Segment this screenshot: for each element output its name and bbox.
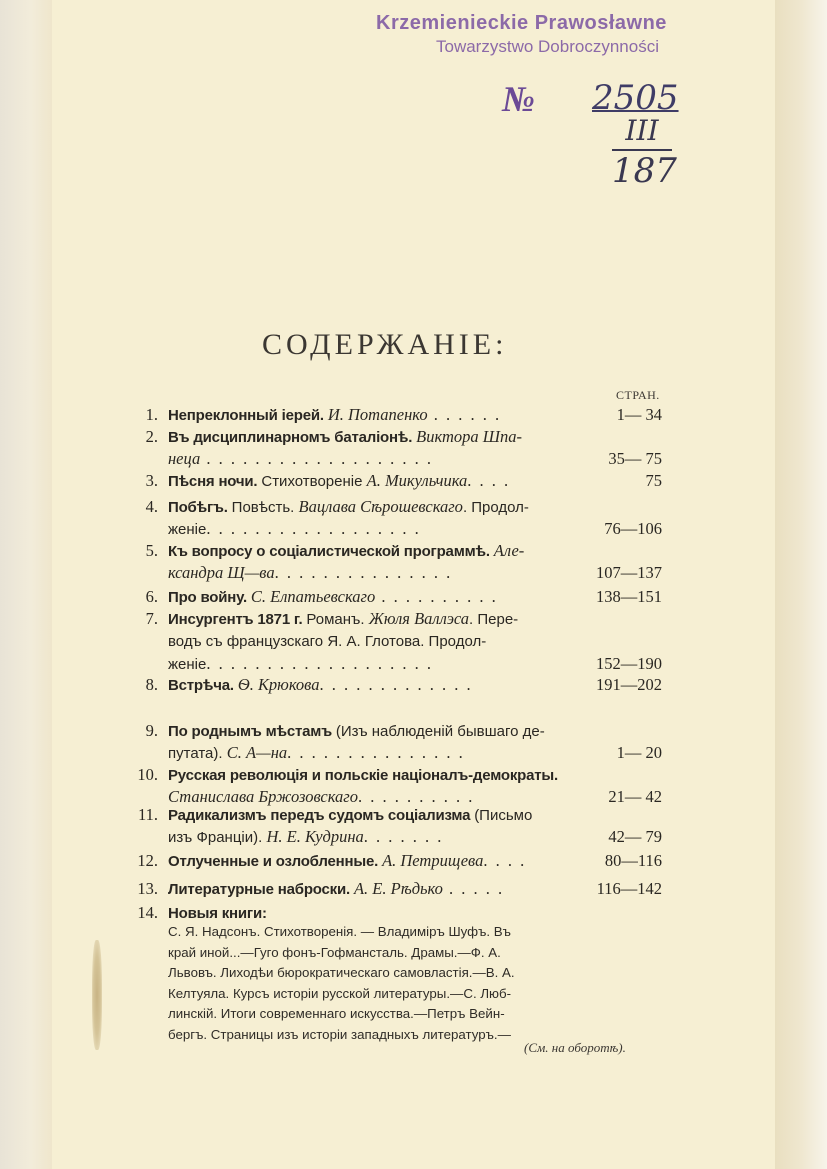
toc-title-text: По роднымъ мѣстамъ bbox=[168, 723, 336, 740]
new-books-line: С. Я. Надсонъ. Стихотворенiя. — Владимiръ Шуфъ. Въ bbox=[168, 924, 511, 939]
toc-leader-dots: . . . . . . bbox=[427, 405, 502, 424]
page-title: СОДЕРЖАНIЕ: bbox=[262, 328, 508, 361]
toc-entry-line bbox=[168, 540, 578, 563]
toc-entry-number: 8. bbox=[145, 675, 158, 694]
toc-page-range: 138—151 bbox=[596, 587, 662, 606]
library-stamp bbox=[376, 12, 756, 119]
toc-entry-number: 12. bbox=[137, 851, 158, 870]
toc-title-text: (Письмо bbox=[474, 807, 533, 824]
toc-leader-dots: . . . . . . . bbox=[363, 827, 444, 847]
toc-author: Вацлава Сѣрошевскаго bbox=[298, 497, 463, 516]
toc-leader-dots: . . . . . . . . . . bbox=[375, 587, 498, 606]
toc-author: А. Петрищева bbox=[382, 851, 484, 870]
toc-title-text: путата). bbox=[168, 745, 227, 763]
toc-title-text: . Продол- bbox=[462, 499, 529, 516]
toc-page-range: 75 bbox=[645, 471, 662, 490]
stamp-society-name-2: Towarzystwo Dobroczynności bbox=[436, 37, 659, 56]
toc-title-text: Радикализмъ передъ судомъ соцiализма bbox=[168, 807, 475, 824]
toc-author: неца bbox=[168, 449, 201, 469]
toc-entry-line bbox=[168, 653, 578, 676]
toc-author: Але- bbox=[493, 541, 525, 560]
toc-entry-number: 11. bbox=[137, 805, 158, 824]
toc-title-text: . Пере- bbox=[469, 611, 519, 628]
toc-leader-dots: . . . . . . . . . . . . . bbox=[319, 675, 473, 694]
toc-title-text: Въ дисциплинарномъ баталiонѣ. bbox=[168, 429, 417, 446]
toc-title-text: Побѣгъ. bbox=[168, 499, 232, 516]
toc-title-text: Отлученные и озлобленные. bbox=[168, 853, 383, 870]
toc-entry-line bbox=[168, 764, 578, 787]
toc-page-range: 1— 34 bbox=[616, 405, 662, 424]
toc-entry-number: 1. bbox=[145, 405, 158, 424]
new-books-line: Келтуяла. Курсъ исторiи русской литературы.—С. Люб- bbox=[168, 985, 512, 1001]
toc-entry-line bbox=[168, 826, 578, 849]
toc-entry-number: 14. bbox=[137, 903, 158, 922]
toc-entry-number: 3. bbox=[145, 471, 158, 490]
toc-entry-number: 9. bbox=[145, 721, 158, 740]
toc-page-range: 80—116 bbox=[604, 851, 662, 870]
toc-title-text: Литературные наброски. bbox=[168, 881, 354, 898]
toc-title-text: женiе bbox=[168, 521, 207, 539]
toc-entry-line bbox=[168, 518, 578, 541]
toc-title-text: Романъ. bbox=[306, 611, 369, 628]
toc-page-range: 191—202 bbox=[596, 675, 662, 694]
toc-page-range: 152—190 bbox=[596, 653, 662, 673]
toc-author: ксандра Щ—ва bbox=[168, 563, 275, 583]
handwritten-shelf-mark bbox=[612, 114, 677, 191]
toc-entry-line bbox=[168, 804, 578, 827]
toc-page-range: 35— 75 bbox=[608, 449, 662, 469]
toc-author: Виктора Шпа- bbox=[416, 427, 522, 446]
paper-stain bbox=[92, 940, 102, 1050]
toc-author: Станислава Бржозовскаго bbox=[168, 787, 358, 807]
shelf-mark-top: III bbox=[612, 114, 672, 151]
toc-title-text: женiе bbox=[168, 655, 207, 673]
stamp-number-sign: № bbox=[502, 79, 535, 119]
toc-entry-number: 5. bbox=[145, 541, 158, 560]
toc-entry-number: 2. bbox=[145, 427, 158, 446]
new-books-line: линскiй. Итоги современнаго искусства.—Петръ Вейн- bbox=[168, 1006, 505, 1021]
toc-author: А. Микульчика bbox=[366, 471, 468, 490]
scan-left-margin bbox=[0, 0, 52, 1169]
toc-entry-number: 10. bbox=[137, 765, 158, 784]
toc-title-text: Про войну. bbox=[168, 589, 251, 606]
toc-author: С. А—на bbox=[226, 743, 288, 763]
toc-author: Н. Е. Кудрина bbox=[266, 827, 364, 847]
toc-author: С. Елпатьевскаго bbox=[250, 587, 376, 606]
toc-page-range: 1— 20 bbox=[616, 743, 662, 763]
toc-title-text: Повѣсть. bbox=[231, 499, 299, 516]
shelf-mark-bottom: 187 bbox=[612, 151, 677, 191]
toc-author: А. Е. Рѣдько bbox=[353, 879, 443, 898]
toc-leader-dots: . . . . bbox=[483, 851, 527, 870]
toc-title-text: Къ вопросу о соцiалистической программѣ. bbox=[168, 543, 494, 560]
toc-leader-dots: . . . . bbox=[467, 471, 511, 490]
toc-title-text: водъ съ французскаго Я. А. Глотова. Продол- bbox=[168, 633, 487, 651]
toc-page-range: 21— 42 bbox=[608, 787, 662, 807]
toc-leader-dots: . . . . . . . . . . . . . . . . . . bbox=[206, 519, 421, 539]
toc-author: Жюля Валлэса bbox=[368, 609, 470, 628]
toc-title-text: Встрѣча. bbox=[168, 677, 238, 694]
stamp-society-name: Krzemienieckie Prawosławne bbox=[376, 12, 667, 34]
toc-title-text: Непреклонный iерей. bbox=[168, 407, 328, 424]
toc-entry-line bbox=[168, 742, 578, 765]
toc-leader-dots: . . . . . . . . . . . . . . . . . . . bbox=[200, 449, 433, 469]
toc-title-text: (Изъ наблюденiй бывшаго де- bbox=[335, 723, 545, 740]
toc-author: И. Потапенко bbox=[327, 405, 428, 424]
toc-entry-line bbox=[168, 448, 578, 470]
toc-leader-dots: . . . . . . . . . . . . . . . bbox=[274, 563, 453, 583]
toc-entry-number: 7. bbox=[145, 609, 158, 628]
toc-entry-line bbox=[168, 470, 578, 493]
toc-entry-number: 4. bbox=[145, 497, 158, 516]
toc-page-range: 116—142 bbox=[596, 879, 662, 898]
toc-entry-line bbox=[168, 720, 578, 743]
toc-entry-line bbox=[168, 404, 578, 427]
toc-entry-line bbox=[168, 608, 578, 631]
toc-title-text: Новыя книги: bbox=[168, 905, 267, 922]
toc-page-range: 107—137 bbox=[596, 563, 662, 583]
stamp-inventory-number: 2505 bbox=[592, 78, 679, 118]
toc-entry-number: 13. bbox=[137, 879, 158, 898]
new-books-line: бергъ. Страницы изъ исторiи западныхъ литературъ.— bbox=[168, 1026, 511, 1042]
toc-entry-line bbox=[168, 674, 578, 697]
toc-leader-dots: . . . . . . . . . . . . . . . . . . . bbox=[206, 653, 433, 673]
scan-right-margin bbox=[775, 0, 827, 1169]
toc-entry-line bbox=[168, 850, 578, 873]
toc-leader-dots: . . . . . bbox=[442, 879, 505, 898]
pages-column-header: СТРАН. bbox=[616, 388, 660, 402]
toc-entry-line bbox=[168, 496, 578, 519]
toc-entry-line bbox=[168, 562, 578, 584]
see-overleaf-note: (См. на оборотѣ). bbox=[524, 1040, 626, 1055]
toc-leader-dots: . . . . . . . . . . . . . . . bbox=[287, 743, 465, 763]
toc-title-text: Русская революцiя и польскiе нацiоналъ-демократы. bbox=[168, 767, 558, 784]
toc-entry-line bbox=[168, 586, 578, 609]
toc-page-range: 42— 79 bbox=[608, 827, 662, 847]
toc-author: Ѳ. Крюкова bbox=[237, 675, 320, 694]
toc-page-range: 76—106 bbox=[604, 519, 662, 539]
toc-title-text: изъ Францiи). bbox=[168, 829, 267, 847]
toc-entry-line bbox=[168, 878, 578, 901]
toc-title-text: Инсургентъ 1871 г. bbox=[168, 611, 307, 628]
toc-title-text: Стихотворенiе bbox=[261, 473, 367, 490]
new-books-line: Львовъ. Лиходѣи бюрократическаго самовластiя.—В. А. bbox=[168, 965, 515, 980]
toc-leader-dots: . . . . . . . . . . bbox=[357, 787, 475, 807]
new-books-line: край иной...—Гуго фонъ-Гофмансталь. Драмы.—Ф. А. bbox=[168, 944, 501, 960]
toc-entry-number: 6. bbox=[145, 587, 158, 606]
toc-entry-line bbox=[168, 426, 578, 449]
toc-entry-line bbox=[168, 630, 578, 653]
toc-title-text: Пѣсня ночи. bbox=[168, 473, 262, 490]
